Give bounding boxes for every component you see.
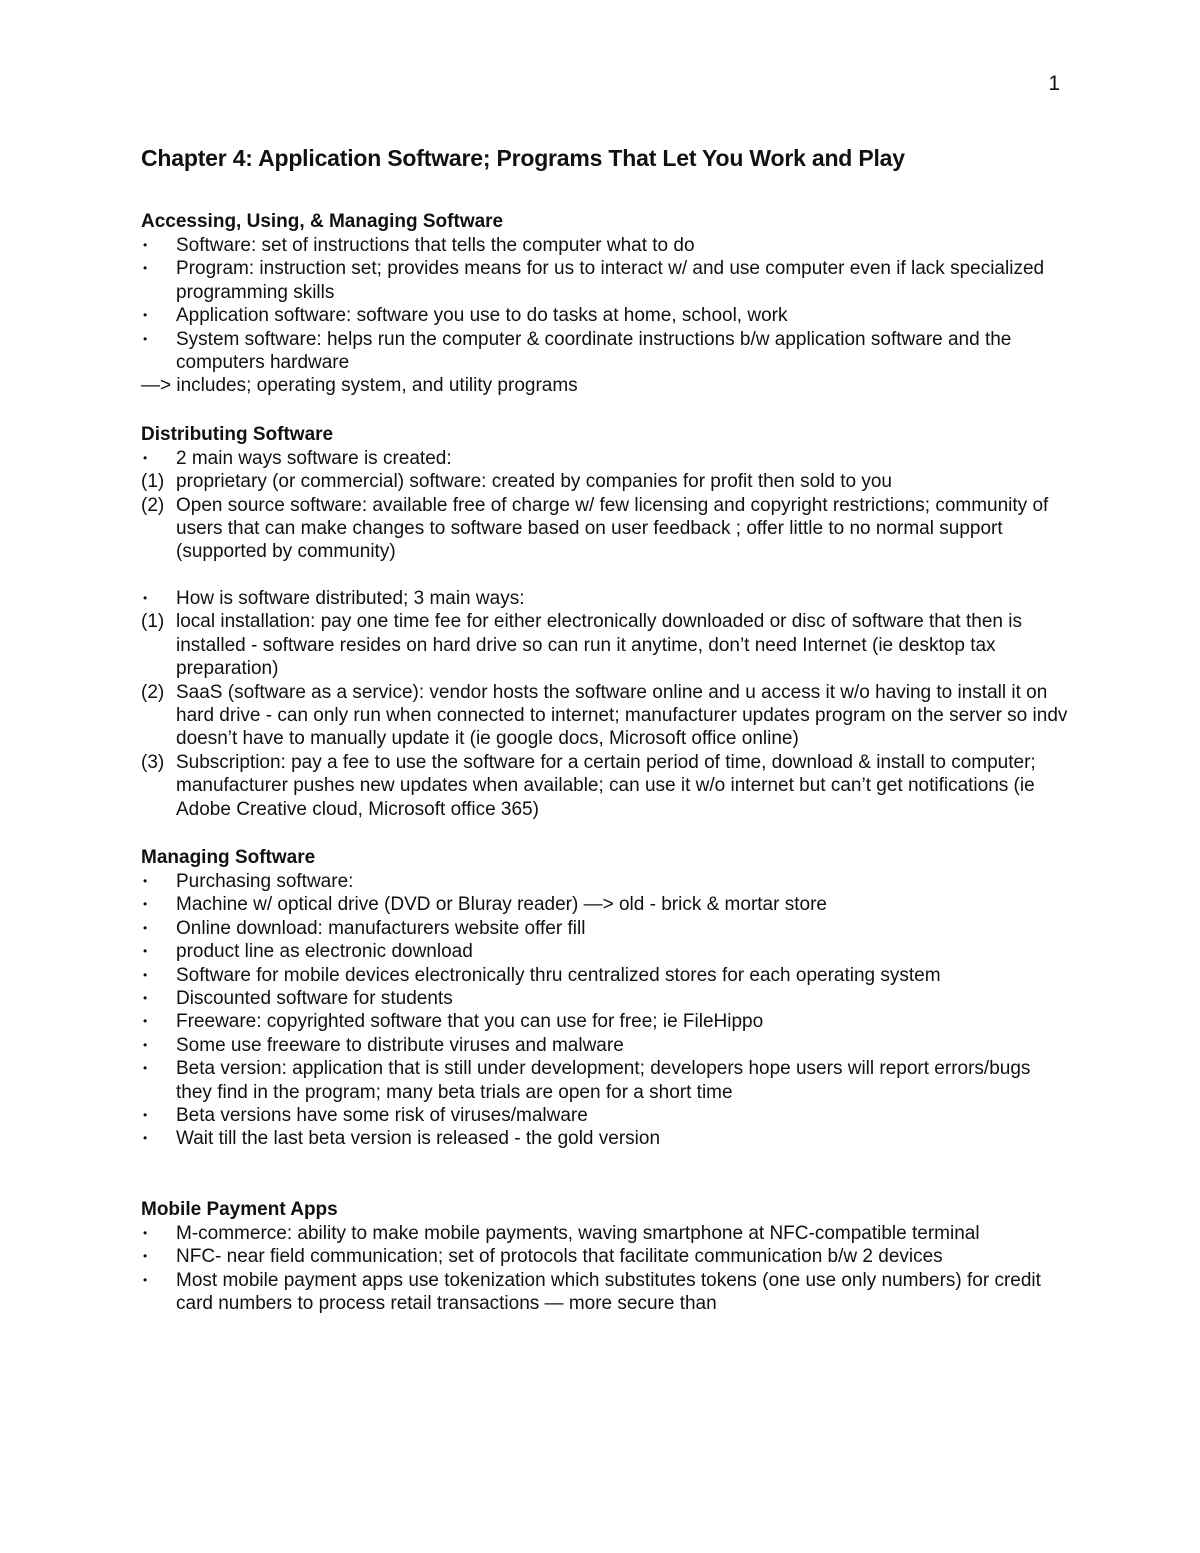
- list-item: [141, 304, 1071, 327]
- page-title: Chapter 4: Application Software; Programs That Let You Work and Play: [141, 145, 905, 171]
- list-item-text: How is software distributed; 3 main ways:: [176, 587, 525, 609]
- list-item: [141, 1127, 1071, 1150]
- bullet-icon: •: [143, 944, 148, 959]
- section-accessing: [141, 210, 1071, 398]
- numbered-item-text: Open source software: available free of charge w/ few licensing and copyright restrictions; community of users that can make changes to software based on user feedback ; offer little to no normal support (supported by community): [176, 494, 1049, 563]
- list-item-text: Beta versions have some risk of viruses/malware: [176, 1105, 588, 1126]
- list-item-text: System software: helps run the computer & coordinate instructions b/w application software and the computers hardware: [176, 328, 1012, 374]
- list-item-text: Purchasing software:: [176, 870, 354, 892]
- list-item: [141, 870, 1071, 893]
- list-item: [141, 1269, 1071, 1316]
- list-item: [141, 893, 1071, 916]
- item-number: (2): [141, 681, 165, 703]
- list-item-text: NFC- near field communication; set of protocols that facilitate communication b/w 2 devices: [176, 1246, 943, 1268]
- numbered-item: [141, 470, 1071, 493]
- list-item: [141, 987, 1071, 1010]
- list-item-text: Most mobile payment apps use tokenization which substitutes tokens (one use only numbers) for credit card numbers to process retail transactions — more secure than: [176, 1269, 1041, 1315]
- list-item-text: Discounted software for students: [176, 987, 453, 1009]
- list-item: [141, 1034, 1071, 1057]
- bullet-icon: •: [143, 331, 148, 346]
- bullet-icon: •: [143, 308, 148, 323]
- numbered-item-text: Subscription: pay a fee to use the software for a certain period of time, download & install to computer; manufacturer pushes new updates when available; can use it w/o internet but can’t get notifications (ie Adobe Creative cloud, Microsoft office 365): [176, 751, 1036, 820]
- numbered-item: [141, 610, 1071, 680]
- document-body: [141, 142, 1071, 1315]
- list-item: [141, 1057, 1071, 1104]
- bullet-icon: •: [143, 450, 148, 465]
- list-item-text: Some use freeware to distribute viruses and malware: [176, 1034, 624, 1056]
- list-item: [141, 964, 1071, 987]
- list-item-text: Freeware: copyrighted software that you can use for free; ie FileHippo: [176, 1011, 764, 1033]
- list-item-text: Beta version: application that is still under development; developers hope users will report errors/bugs they find in the program; many beta trials are open for a short time: [176, 1058, 1031, 1103]
- bullet-icon: •: [143, 1061, 148, 1076]
- bullet-icon: •: [143, 261, 148, 276]
- list-item-text: M-commerce: ability to make mobile payments, waving smartphone at NFC-compatible terminal: [176, 1222, 980, 1244]
- section-managing: [141, 846, 1071, 1151]
- numbered-item: [141, 681, 1071, 751]
- list-item: [141, 447, 1071, 470]
- item-number: (2): [141, 494, 165, 516]
- list-item-text: Software: set of instructions that tells the computer what to do: [176, 235, 695, 256]
- bullet-icon: •: [143, 1131, 148, 1146]
- bullet-icon: •: [143, 967, 148, 982]
- list-item: [141, 257, 1071, 304]
- bullet-icon: •: [143, 1014, 148, 1029]
- section-heading-managing: Managing Software: [141, 846, 316, 868]
- section-distributing: [141, 423, 1071, 821]
- list-item-text: product line as electronic download: [176, 941, 473, 963]
- bullet-icon: •: [143, 1037, 148, 1052]
- list-item-text: Program: instruction set; provides means for us to interact w/ and use computer even if lack specialized programming skills: [176, 258, 1045, 303]
- arrow-note: —> includes; operating system, and utility programs: [141, 375, 578, 397]
- bullet-icon: •: [143, 238, 148, 252]
- list-item-text: Software for mobile devices electronically thru centralized stores for each operating system: [176, 964, 941, 986]
- item-number: (1): [141, 471, 165, 493]
- item-number: (1): [141, 611, 165, 633]
- section-heading-distributing: Distributing Software: [141, 423, 334, 445]
- bullet-icon: •: [143, 1249, 148, 1264]
- list-item-text: Machine w/ optical drive (DVD or Bluray reader) —> old - brick & mortar store: [176, 894, 827, 916]
- numbered-item-text: SaaS (software as a service): vendor hosts the software online and u access it w/o having to install it on hard drive - can only run when connected to internet; manufacturer updates program on the server so indv doesn’t have to manually update it (ie google docs, Microsoft office online): [176, 681, 1068, 750]
- section-heading-mobile-payment: Mobile Payment Apps: [141, 1198, 338, 1220]
- list-item-text: Application software: software you use to do tasks at home, school, work: [176, 305, 788, 327]
- list-item: [141, 587, 1071, 610]
- list-item: [141, 1104, 1071, 1127]
- bullet-icon: •: [143, 990, 148, 1005]
- list-item: [141, 1222, 1071, 1245]
- numbered-item: [141, 751, 1071, 821]
- bullet-icon: •: [143, 897, 148, 912]
- section-mobile-payment: [141, 1198, 1071, 1316]
- numbered-item-text: proprietary (or commercial) software: created by companies for profit then sold to you: [176, 471, 892, 493]
- list-item: [141, 328, 1071, 375]
- page-number: 1: [1048, 72, 1060, 95]
- bullet-icon: •: [143, 1272, 148, 1287]
- list-item: [141, 1010, 1071, 1033]
- bullet-icon: •: [143, 1108, 148, 1122]
- item-number: (3): [141, 751, 165, 773]
- list-item-text: Wait till the last beta version is released - the gold version: [176, 1128, 661, 1150]
- bullet-icon: •: [143, 873, 148, 888]
- bullet-icon: •: [143, 920, 148, 935]
- bullet-icon: •: [143, 590, 148, 605]
- list-item-text: Online download: manufacturers website offer fill: [176, 917, 586, 939]
- numbered-item: [141, 494, 1071, 564]
- list-item: [141, 917, 1071, 940]
- list-item-text: 2 main ways software is created:: [176, 447, 452, 469]
- list-item: [141, 234, 1071, 257]
- list-item: [141, 1245, 1071, 1268]
- list-item: [141, 940, 1071, 963]
- numbered-item-text: local installation: pay one time fee for either electronically downloaded or disc of software that then is installed - software resides on hard drive so can run it anytime, don’t need Internet (ie desktop tax preparation): [176, 611, 1022, 680]
- bullet-icon: •: [143, 1225, 148, 1240]
- section-heading-accessing: Accessing, Using, & Managing Software: [141, 211, 504, 232]
